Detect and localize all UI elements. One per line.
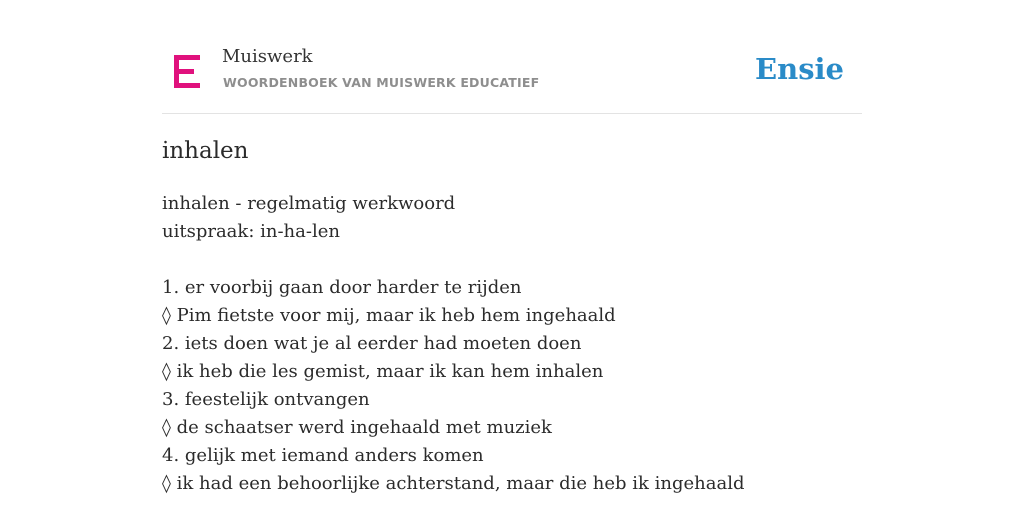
brand-subtitle: WOORDENBOEK VAN MUISWERK EDUCATIEF — [223, 75, 540, 90]
definition-3: 3. feestelijk ontvangen — [162, 389, 370, 410]
spacer — [162, 246, 862, 274]
site-header — [162, 40, 862, 114]
entry-title: inhalen — [162, 138, 249, 164]
example-3: ◊ de schaatser werd ingehaald met muziek — [162, 417, 552, 438]
example-4: ◊ ik had een behoorlijke achterstand, maar die heb ik ingehaald — [162, 473, 745, 494]
ensie-logo[interactable]: Ensie — [755, 52, 844, 86]
entry-content — [162, 190, 862, 498]
entry-pronunciation: uitspraak: in-ha-len — [162, 221, 340, 242]
example-2: ◊ ik heb die les gemist, maar ik kan hem inhalen — [162, 361, 604, 382]
brand-title[interactable]: Muiswerk — [222, 46, 313, 67]
definition-1: 1. er voorbij gaan door harder te rijden — [162, 277, 522, 298]
muiswerk-logo-icon[interactable] — [174, 55, 200, 88]
entry-word-type: inhalen - regelmatig werkwoord — [162, 193, 456, 214]
definition-2: 2. iets doen wat je al eerder had moeten doen — [162, 333, 582, 354]
example-1: ◊ Pim fietste voor mij, maar ik heb hem ingehaald — [162, 305, 616, 326]
definition-4: 4. gelijk met iemand anders komen — [162, 445, 484, 466]
